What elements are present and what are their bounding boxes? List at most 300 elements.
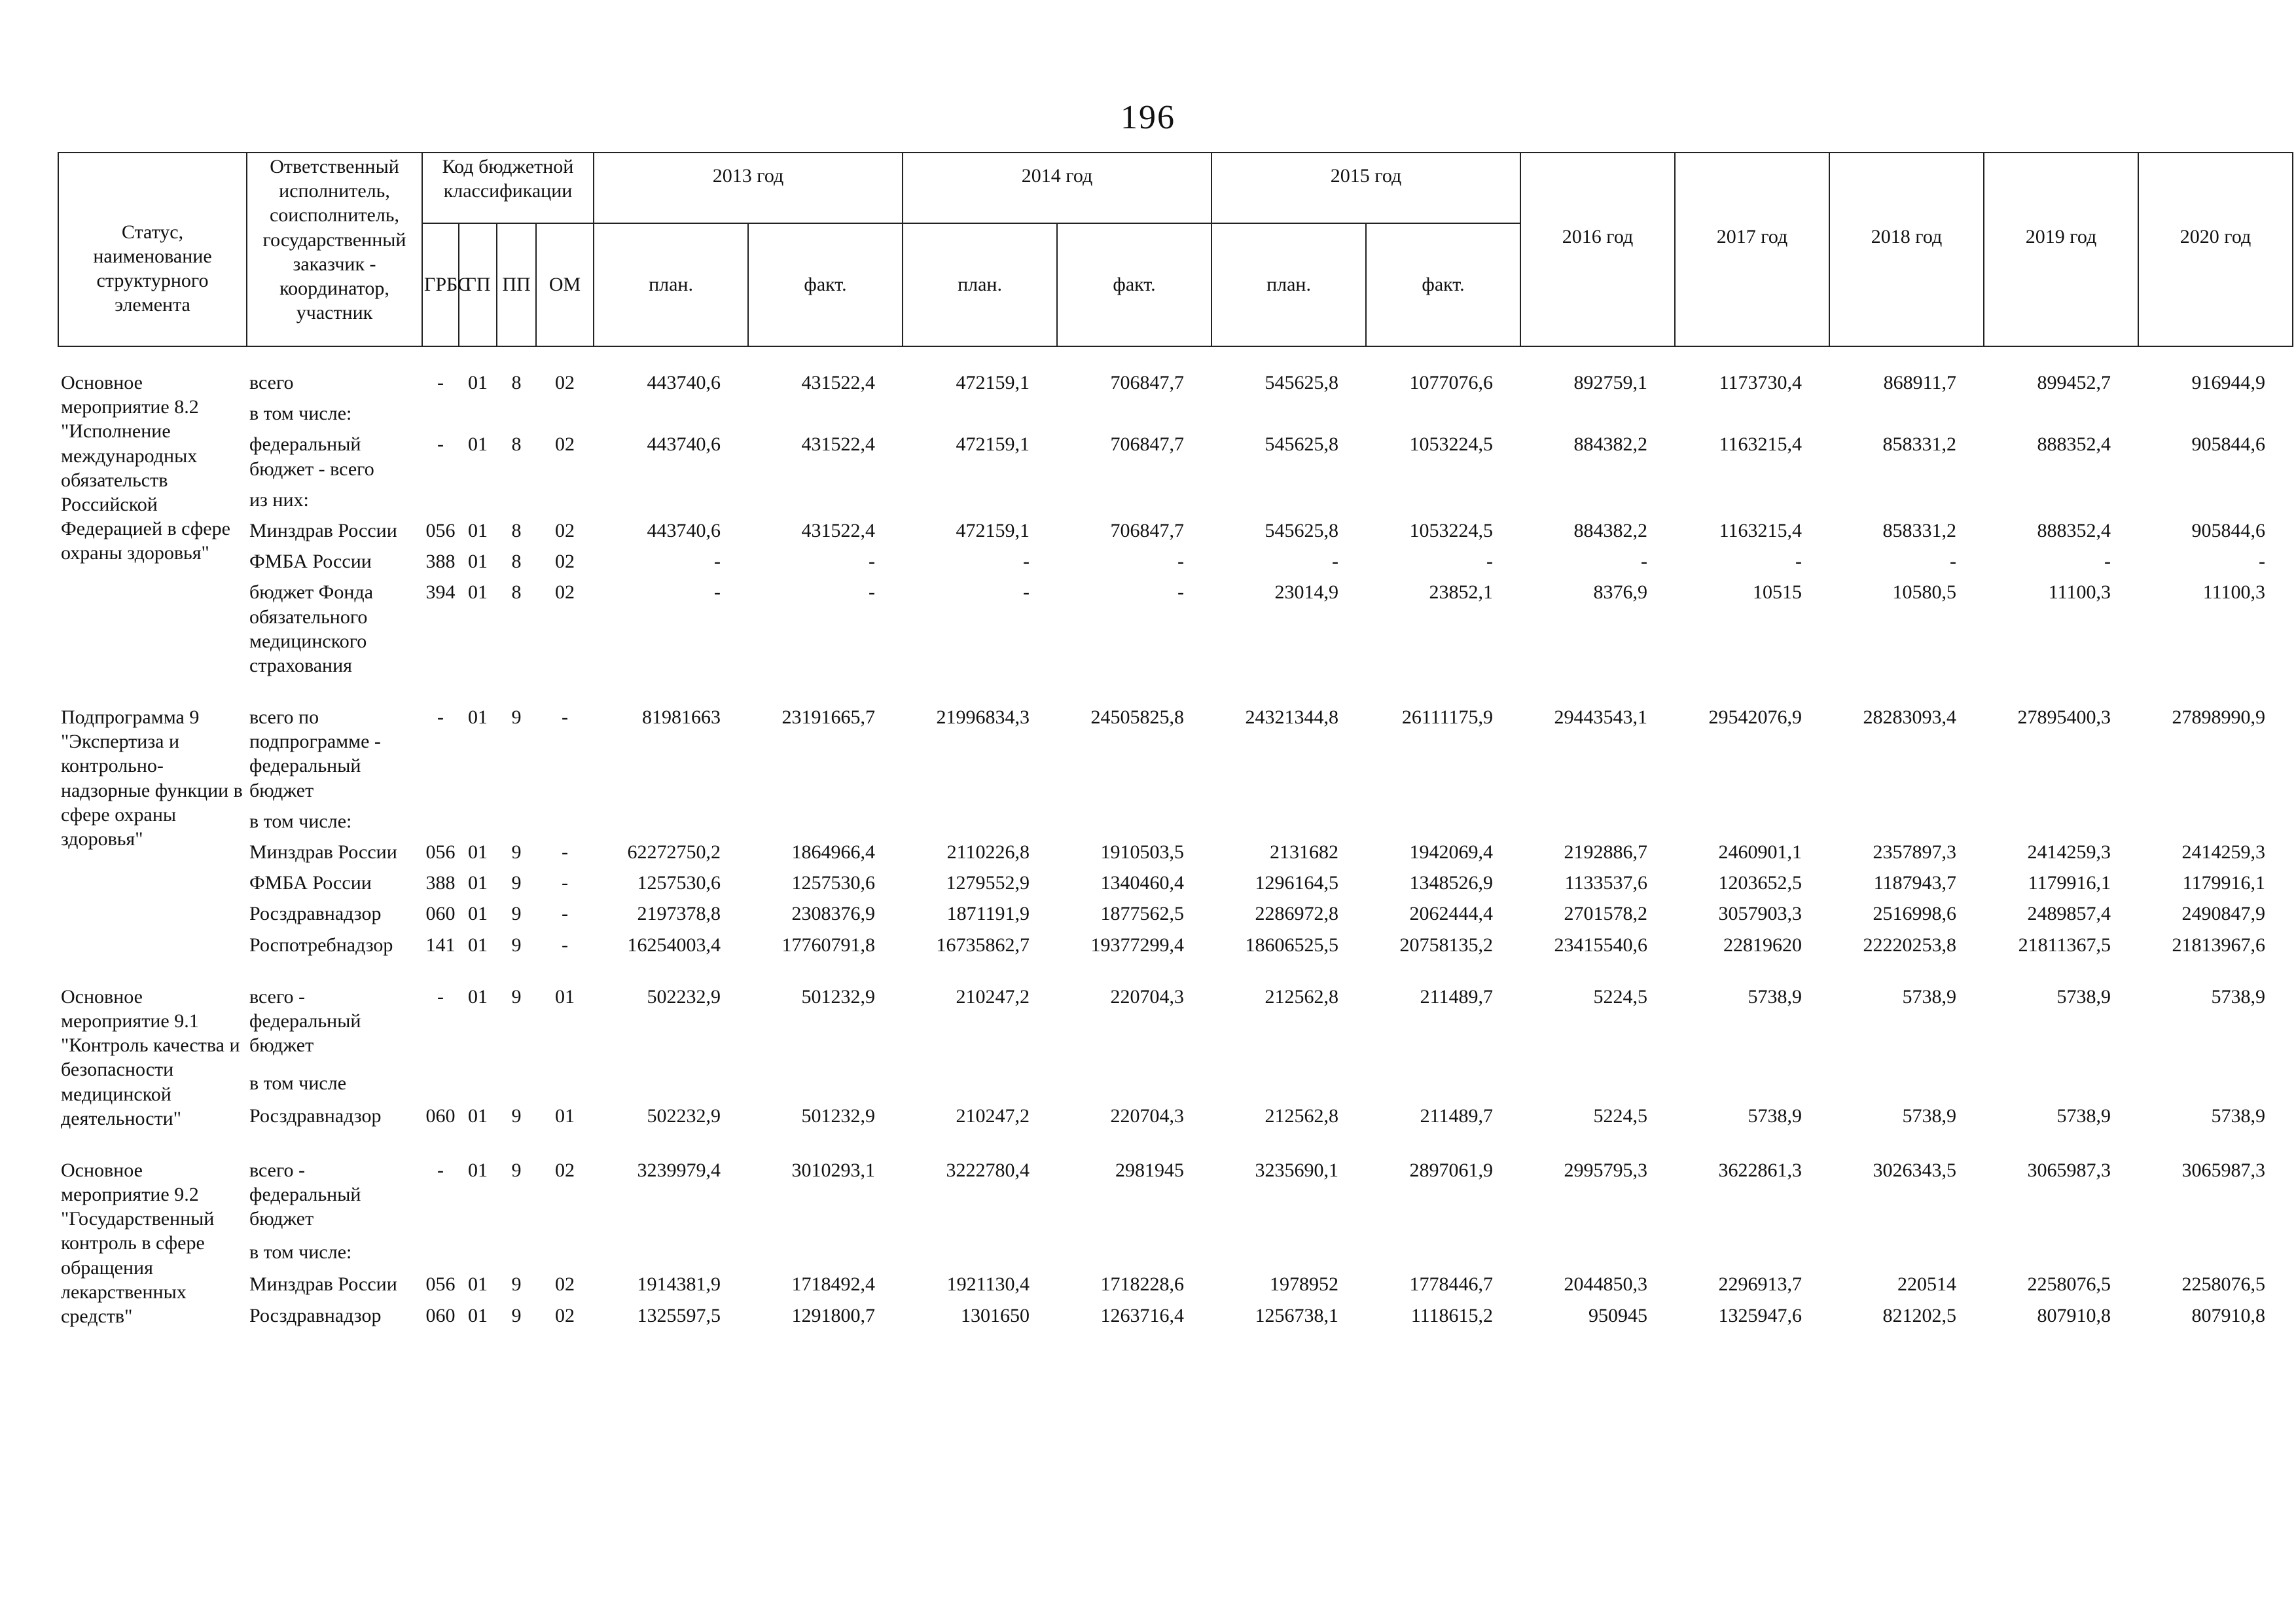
value-cell: 1325947,6: [1718, 1304, 1803, 1326]
om-cell: [536, 805, 594, 836]
header-gp: ГП: [459, 223, 497, 346]
value-cell: 888352,4: [2037, 433, 2111, 456]
status-cell: Основное мероприятие 8.2 "Исполнение международных обязательств Российской Федерацией в сфере охраны здоровья": [61, 372, 230, 564]
value-cell: 5738,9: [2211, 985, 2266, 1008]
value-cell: 23014,9: [1274, 581, 1339, 604]
value-cell: 62272750,2: [627, 841, 721, 863]
om-cell: -: [562, 903, 569, 925]
value-cell: 5224,5: [1593, 1105, 1648, 1127]
header-year-2018: 2018 год: [1829, 153, 1984, 346]
value-cell: 2981945: [1115, 1159, 1185, 1181]
value-cell: -: [1332, 551, 1339, 573]
value-cell: -: [1023, 581, 1030, 604]
value-cell: 1187943,7: [1873, 872, 1957, 894]
grbs-cell: -: [437, 706, 444, 729]
table-row: [58, 898, 2293, 928]
value-cell: 3065987,3: [2027, 1159, 2111, 1181]
executor-cell: ФМБА России: [249, 551, 372, 573]
value-cell: -: [714, 551, 721, 573]
value-cell: 2044850,3: [1564, 1273, 1648, 1295]
value-cell: 3239979,4: [637, 1159, 721, 1181]
value-cell: 545625,8: [1265, 372, 1339, 393]
value-cell: 1978952: [1270, 1273, 1339, 1295]
status-cell: Подпрограмма 9 "Экспертиза и контрольно-надзорные функции в сфере охраны здоровья": [61, 706, 243, 850]
value-cell: [594, 484, 748, 515]
pp-cell: 9: [511, 1105, 522, 1127]
grbs-cell: -: [437, 372, 444, 393]
value-cell: 443740,6: [647, 433, 721, 456]
grbs-cell: 056: [425, 841, 456, 863]
status-cell: Основное мероприятие 9.2 "Государственный контроль в сфере обращения лекарственных средств": [61, 1159, 215, 1327]
value-cell: 5738,9: [2056, 1105, 2111, 1127]
value-cell: [1829, 397, 1984, 428]
value-cell: -: [1486, 551, 1494, 573]
om-cell: 02: [555, 1304, 575, 1326]
value-cell: [2138, 805, 2293, 836]
table-row: [58, 960, 2293, 1067]
gp-cell: [459, 397, 497, 428]
value-cell: 706847,7: [1110, 519, 1185, 541]
value-cell: 3026343,5: [1873, 1159, 1957, 1181]
value-cell: 472159,1: [956, 519, 1030, 541]
value-cell: [1829, 1236, 1984, 1267]
header-fact-2015: факт.: [1366, 223, 1520, 346]
value-cell: 2131682: [1270, 841, 1339, 863]
value-cell: 472159,1: [956, 372, 1030, 393]
value-cell: 1077076,6: [1409, 372, 1494, 393]
value-cell: [1057, 484, 1211, 515]
pp-cell: 9: [511, 934, 522, 956]
value-cell: [2138, 1236, 2293, 1267]
pp-cell: 9: [511, 706, 522, 729]
value-cell: 3057903,3: [1718, 903, 1803, 925]
value-cell: 807910,8: [2037, 1304, 2111, 1326]
executor-cell: Росздравнадзор: [249, 903, 382, 925]
grbs-cell: -: [437, 985, 444, 1008]
om-cell: 02: [555, 581, 575, 604]
value-cell: 892759,1: [1573, 372, 1648, 393]
value-cell: 1871191,9: [946, 903, 1030, 925]
om-cell: -: [562, 934, 569, 956]
value-cell: [594, 1236, 748, 1267]
value-cell: 212562,8: [1265, 1105, 1339, 1127]
table-row: [58, 545, 2293, 576]
header-om: ОМ: [536, 223, 594, 346]
table-row: [58, 397, 2293, 428]
value-cell: 431522,4: [801, 433, 876, 456]
table-row: [58, 367, 2293, 397]
value-cell: 20758135,2: [1399, 934, 1494, 956]
executor-cell: всего - федеральный бюджет: [249, 1159, 361, 1230]
header-year-2013: 2013 год: [594, 153, 903, 223]
pp-cell: 8: [511, 551, 522, 573]
table-row: [58, 515, 2293, 545]
om-cell: 02: [555, 1273, 575, 1295]
pp-cell: 8: [511, 433, 522, 456]
value-cell: 821202,5: [1882, 1304, 1957, 1326]
value-cell: 23852,1: [1429, 581, 1494, 604]
value-cell: 545625,8: [1265, 519, 1339, 541]
value-cell: 1179916,1: [2028, 872, 2111, 894]
value-cell: 1263716,4: [1100, 1304, 1185, 1326]
value-cell: 220704,3: [1110, 985, 1185, 1008]
pp-cell: [497, 484, 536, 515]
value-cell: 501232,9: [801, 1105, 876, 1127]
executor-cell: Минздрав России: [249, 1273, 397, 1295]
value-cell: 81981663: [642, 706, 721, 729]
value-cell: 21813967,6: [2172, 934, 2266, 956]
value-cell: 17760791,8: [781, 934, 876, 956]
value-cell: 29443543,1: [1554, 706, 1648, 729]
value-cell: [1675, 805, 1829, 836]
om-cell: 01: [555, 1105, 575, 1127]
value-cell: 1173730,4: [1719, 372, 1803, 393]
value-cell: [1984, 1236, 2138, 1267]
value-cell: 1914381,9: [637, 1273, 721, 1295]
value-cell: 211489,7: [1420, 985, 1494, 1008]
value-cell: 3222780,4: [946, 1159, 1030, 1181]
status-cell: Основное мероприятие 9.1 "Контроль качества и безопасности медицинской деятельности": [61, 985, 240, 1129]
value-cell: [1984, 805, 2138, 836]
header-fact-2013: факт.: [748, 223, 903, 346]
value-cell: [594, 805, 748, 836]
table-row: [58, 484, 2293, 515]
pp-cell: 8: [511, 519, 522, 541]
value-cell: 1163215,4: [1719, 519, 1803, 541]
table-row: [58, 576, 2293, 680]
value-cell: [2138, 1067, 2293, 1100]
value-cell: 905844,6: [2191, 519, 2266, 541]
table-row: [58, 1300, 2293, 1331]
value-cell: 3622861,3: [1718, 1159, 1803, 1181]
table-header: [58, 153, 2293, 346]
header-year-2017: 2017 год: [1675, 153, 1829, 346]
value-cell: 211489,7: [1420, 1105, 1494, 1127]
value-cell: 1053224,5: [1409, 519, 1494, 541]
value-cell: -: [1177, 581, 1185, 604]
table-row: [58, 1067, 2293, 1100]
header-spacer-row: [58, 346, 2293, 367]
value-cell: [1829, 1067, 1984, 1100]
pp-cell: 8: [511, 372, 522, 393]
value-cell: 22819620: [1723, 934, 1803, 956]
value-cell: [1366, 484, 1520, 515]
value-cell: 16735862,7: [936, 934, 1030, 956]
executor-cell: в том числе:: [249, 1241, 352, 1264]
header-fact-2014: факт.: [1057, 223, 1211, 346]
value-cell: 5738,9: [1902, 1105, 1957, 1127]
value-cell: 5738,9: [1748, 1105, 1803, 1127]
value-cell: 884382,2: [1573, 519, 1648, 541]
executor-cell: всего - федеральный бюджет: [249, 985, 361, 1057]
header-year-2019: 2019 год: [1984, 153, 2138, 346]
executor-cell: Минздрав России: [249, 519, 397, 541]
value-cell: [1520, 397, 1675, 428]
value-cell: 11100,3: [2048, 581, 2111, 604]
value-cell: 443740,6: [647, 519, 721, 541]
table-row: [58, 867, 2293, 898]
value-cell: 2258076,5: [2027, 1273, 2111, 1295]
value-cell: [903, 397, 1057, 428]
executor-cell: ФМБА России: [249, 872, 372, 894]
value-cell: 2192886,7: [1564, 841, 1648, 863]
page-number: 196: [1121, 99, 1175, 136]
value-cell: [594, 397, 748, 428]
value-cell: 23191665,7: [781, 706, 876, 729]
value-cell: 5224,5: [1593, 985, 1648, 1008]
om-cell: [536, 1067, 594, 1100]
grbs-cell: 388: [425, 551, 456, 573]
value-cell: 545625,8: [1265, 433, 1339, 456]
gp-cell: 01: [468, 841, 488, 863]
grbs-cell: -: [437, 433, 444, 456]
grbs-cell: 141: [425, 934, 456, 956]
value-cell: 2308376,9: [791, 903, 876, 925]
value-cell: 1203652,5: [1718, 872, 1803, 894]
table-row: [58, 805, 2293, 836]
value-cell: 2110226,8: [946, 841, 1030, 863]
value-cell: [1675, 1236, 1829, 1267]
value-cell: 1163215,4: [1719, 433, 1803, 456]
value-cell: 950945: [1588, 1304, 1648, 1326]
value-cell: [1366, 397, 1520, 428]
om-cell: 02: [555, 551, 575, 573]
value-cell: 807910,8: [2191, 1304, 2266, 1326]
value-cell: 28283093,4: [1863, 706, 1957, 729]
value-cell: 29542076,9: [1708, 706, 1803, 729]
executor-cell: в том числе: [249, 1072, 347, 1094]
table-body: [58, 346, 2293, 1331]
value-cell: 1118615,2: [1410, 1304, 1494, 1326]
value-cell: 21811367,5: [2018, 934, 2111, 956]
value-cell: 1778446,7: [1409, 1273, 1494, 1295]
value-cell: 3065987,3: [2181, 1159, 2266, 1181]
value-cell: [1211, 805, 1366, 836]
om-cell: -: [562, 841, 569, 863]
table-row: [58, 929, 2293, 960]
value-cell: 1910503,5: [1100, 841, 1185, 863]
value-cell: 1296164,5: [1255, 872, 1339, 894]
value-cell: 2701578,2: [1564, 903, 1648, 925]
executor-cell: в том числе:: [249, 403, 352, 425]
gp-cell: [459, 805, 497, 836]
value-cell: 19377299,4: [1090, 934, 1185, 956]
value-cell: [1829, 805, 1984, 836]
value-cell: [1984, 397, 2138, 428]
pp-cell: [497, 1236, 536, 1267]
value-cell: 1291800,7: [791, 1304, 876, 1326]
value-cell: 2286972,8: [1255, 903, 1339, 925]
gp-cell: 01: [468, 706, 488, 729]
value-cell: 1257530,6: [637, 872, 721, 894]
value-cell: 431522,4: [801, 372, 876, 393]
value-cell: [748, 805, 903, 836]
value-cell: 1257530,6: [791, 872, 876, 894]
value-cell: [1829, 484, 1984, 515]
gp-cell: 01: [468, 903, 488, 925]
pp-cell: 9: [511, 872, 522, 894]
value-cell: 2460901,1: [1718, 841, 1803, 863]
value-cell: 24321344,8: [1245, 706, 1339, 729]
value-cell: 210247,2: [956, 985, 1030, 1008]
value-cell: [1984, 1067, 2138, 1100]
value-cell: 21996834,3: [936, 706, 1030, 729]
value-cell: [1520, 1236, 1675, 1267]
table-row: [58, 1268, 2293, 1300]
value-cell: 1864966,4: [791, 841, 876, 863]
om-cell: 01: [555, 985, 575, 1008]
value-cell: [1984, 484, 2138, 515]
value-cell: 888352,4: [2037, 519, 2111, 541]
om-cell: 02: [555, 519, 575, 541]
value-cell: [1520, 805, 1675, 836]
value-cell: 212562,8: [1265, 985, 1339, 1008]
table-row: [58, 1236, 2293, 1267]
value-cell: -: [2259, 551, 2266, 573]
value-cell: 10580,5: [1892, 581, 1957, 604]
header-year-2020: 2020 год: [2138, 153, 2293, 346]
value-cell: [1211, 397, 1366, 428]
value-cell: 22220253,8: [1863, 934, 1957, 956]
grbs-cell: [422, 1067, 459, 1100]
value-cell: 10515: [1753, 581, 1803, 604]
value-cell: 3010293,1: [791, 1159, 876, 1181]
value-cell: [1211, 1067, 1366, 1100]
value-cell: -: [714, 581, 721, 604]
value-cell: 1348526,9: [1409, 872, 1494, 894]
value-cell: 2516998,6: [1873, 903, 1957, 925]
pp-cell: 8: [511, 581, 522, 604]
gp-cell: 01: [468, 433, 488, 456]
value-cell: 1179916,1: [2182, 872, 2266, 894]
gp-cell: [459, 1067, 497, 1100]
value-cell: 210247,2: [956, 1105, 1030, 1127]
header-grbs: ГРБС: [422, 223, 459, 346]
value-cell: [1057, 805, 1211, 836]
gp-cell: [459, 1236, 497, 1267]
header-status: Статус, наименование структурного элемента: [58, 153, 247, 346]
value-cell: 2357897,3: [1873, 841, 1957, 863]
gp-cell: 01: [468, 1273, 488, 1295]
value-cell: -: [1023, 551, 1030, 573]
value-cell: 905844,6: [2191, 433, 2266, 456]
grbs-cell: 056: [425, 519, 456, 541]
value-cell: [748, 484, 903, 515]
value-cell: 8376,9: [1593, 581, 1648, 604]
gp-cell: 01: [468, 581, 488, 604]
value-cell: 1877562,5: [1100, 903, 1185, 925]
value-cell: 858331,2: [1882, 519, 1957, 541]
table-row: [58, 680, 2293, 805]
value-cell: 2489857,4: [2027, 903, 2111, 925]
executor-cell: Роспотребнадзор: [249, 934, 393, 956]
value-cell: 16254003,4: [627, 934, 721, 956]
value-cell: [1057, 397, 1211, 428]
value-cell: -: [1177, 551, 1185, 573]
gp-cell: 01: [468, 372, 488, 393]
value-cell: 220514: [1897, 1273, 1957, 1295]
pp-cell: 9: [511, 985, 522, 1008]
value-cell: 1942069,4: [1409, 841, 1494, 863]
pp-cell: [497, 805, 536, 836]
om-cell: 02: [555, 433, 575, 456]
grbs-cell: [422, 397, 459, 428]
value-cell: [1520, 1067, 1675, 1100]
value-cell: [1675, 397, 1829, 428]
value-cell: 1133537,6: [1564, 872, 1648, 894]
value-cell: 27898990,9: [2172, 706, 2266, 729]
grbs-cell: [422, 1236, 459, 1267]
value-cell: [903, 484, 1057, 515]
executor-cell: из них:: [249, 488, 309, 511]
value-cell: 1718228,6: [1100, 1273, 1185, 1295]
om-cell: 02: [555, 372, 575, 393]
gp-cell: 01: [468, 1105, 488, 1127]
value-cell: 18606525,5: [1245, 934, 1339, 956]
executor-cell: бюджет Фонда обязательного медицинского страхования: [249, 581, 374, 676]
executor-cell: федеральный бюджет - всего: [249, 433, 374, 480]
value-cell: [903, 1067, 1057, 1100]
spacer-cell: [58, 346, 2293, 367]
value-cell: 2062444,4: [1409, 903, 1494, 925]
pp-cell: 9: [511, 903, 522, 925]
value-cell: 443740,6: [647, 372, 721, 393]
value-cell: 2897061,9: [1409, 1159, 1494, 1181]
om-cell: -: [562, 706, 569, 729]
value-cell: 1279552,9: [946, 872, 1030, 894]
om-cell: 02: [555, 1159, 575, 1181]
table-row: [58, 836, 2293, 867]
value-cell: 502232,9: [647, 985, 721, 1008]
value-cell: 23415540,6: [1554, 934, 1648, 956]
value-cell: [1520, 484, 1675, 515]
grbs-cell: [422, 484, 459, 515]
value-cell: 502232,9: [647, 1105, 721, 1127]
value-cell: 706847,7: [1110, 372, 1185, 393]
executor-cell: всего по подпрограмме - федеральный бюджет: [249, 706, 381, 801]
value-cell: 2414259,3: [2181, 841, 2266, 863]
value-cell: [2138, 397, 2293, 428]
value-cell: -: [1950, 551, 1957, 573]
om-cell: [536, 484, 594, 515]
value-cell: -: [1795, 551, 1803, 573]
table-row: [58, 1133, 2293, 1236]
value-cell: [903, 1236, 1057, 1267]
executor-cell: Росздравнадзор: [249, 1304, 382, 1326]
value-cell: 24505825,8: [1090, 706, 1185, 729]
pp-cell: 9: [511, 1273, 522, 1295]
value-cell: 884382,2: [1573, 433, 1648, 456]
gp-cell: 01: [468, 872, 488, 894]
table-row: [58, 1100, 2293, 1133]
value-cell: 472159,1: [956, 433, 1030, 456]
value-cell: 26111175,9: [1401, 706, 1494, 729]
header-year-2016: 2016 год: [1520, 153, 1675, 346]
grbs-cell: [422, 805, 459, 836]
value-cell: 3235690,1: [1255, 1159, 1339, 1181]
value-cell: 868911,7: [1883, 372, 1957, 393]
value-cell: 501232,9: [801, 985, 876, 1008]
value-cell: [748, 1236, 903, 1267]
value-cell: [1057, 1067, 1211, 1100]
value-cell: 899452,7: [2037, 372, 2111, 393]
value-cell: 1053224,5: [1409, 433, 1494, 456]
budget-table: [58, 152, 2293, 1331]
value-cell: [1366, 1067, 1520, 1100]
value-cell: 1340460,4: [1100, 872, 1185, 894]
grbs-cell: 060: [425, 1105, 456, 1127]
executor-cell: Минздрав России: [249, 841, 397, 863]
